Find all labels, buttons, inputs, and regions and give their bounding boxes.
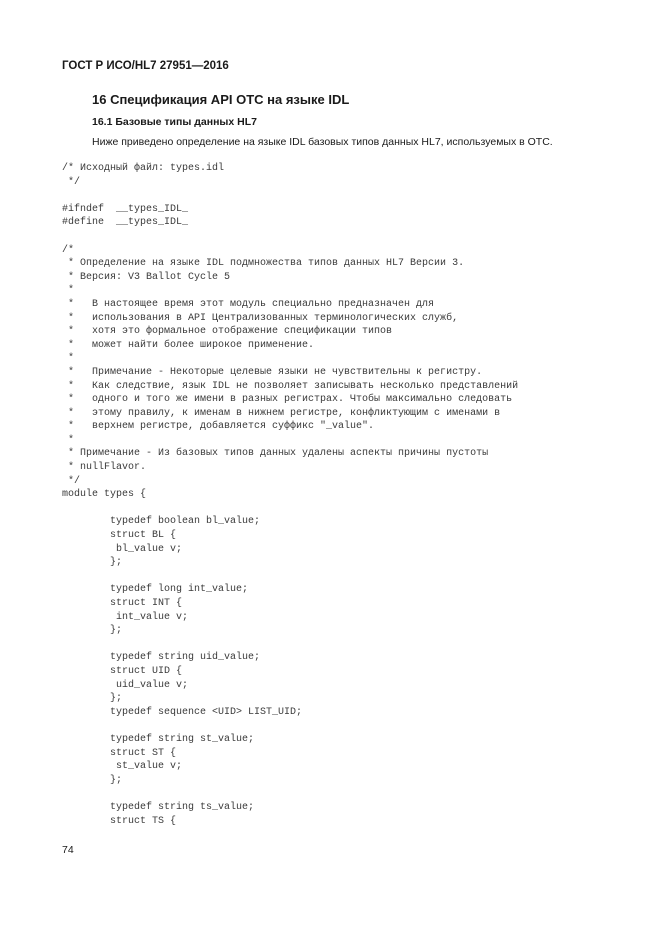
code-line: struct BL { (62, 530, 177, 542)
code-listing (62, 162, 518, 828)
code-line: #ifndef __types_IDL_ (62, 203, 189, 215)
code-line: * В настоящее время этот модуль специально предназначен для (62, 298, 435, 310)
code-line: * Как следствие, язык IDL не позволяет записывать несколько представлений (62, 380, 519, 392)
code-line: module types { (62, 489, 147, 501)
code-line: }; (62, 557, 123, 569)
code-line: struct UID { (62, 665, 183, 677)
code-line: bl_value v; (62, 543, 183, 555)
code-line: * одного и того же имени в разных регистрах. Чтобы максимально следовать (62, 394, 513, 406)
code-line: */ (62, 475, 81, 487)
code-line: * Версия: V3 Ballot Cycle 5 (62, 271, 231, 283)
code-line: struct ST { (62, 747, 177, 759)
code-line (62, 570, 518, 584)
code-line (62, 230, 518, 244)
code-line: /* Исходный файл: types.idl (62, 163, 225, 174)
code-line: uid_value v; (62, 679, 189, 691)
subsection-title: 16.1 Базовые типы данных HL7 (92, 116, 257, 128)
code-line: * (62, 353, 75, 365)
code-line: }; (62, 774, 123, 786)
page-number: 74 (62, 844, 74, 856)
code-line: /* (62, 244, 75, 256)
code-line: * Определение на языке IDL подмножества типов данных HL7 Версии 3. (62, 258, 465, 270)
intro-paragraph: Ниже приведено определение на языке IDL базовых типов данных HL7, используемых в OTC. (92, 136, 553, 148)
code-line: * (62, 285, 75, 297)
code-line (62, 787, 518, 801)
code-line (62, 638, 518, 652)
code-line: }; (62, 693, 123, 705)
code-line: typedef string st_value; (62, 733, 255, 745)
code-line: typedef sequence <UID> LIST_UID; (62, 706, 303, 718)
code-line: }; (62, 625, 123, 637)
code-line: * использования в API Централизованных терминологических служб, (62, 312, 459, 324)
code-line: * (62, 434, 75, 446)
code-line: * верхнем регистре, добавляется суффикс "_value". (62, 421, 375, 433)
code-line: struct INT { (62, 598, 183, 609)
code-line (62, 502, 518, 516)
code-line: int_value v; (62, 611, 189, 623)
code-line: * может найти более широкое применение. (62, 339, 315, 351)
code-line: * этому правилу, к именам в нижнем регистре, конфликтующим с именами в (62, 407, 501, 419)
code-line: * хотя это формальное отображение спецификации типов (62, 326, 393, 338)
code-line (62, 189, 518, 203)
code-line: typedef boolean bl_value; (62, 516, 261, 528)
code-line: #define __types_IDL_ (62, 217, 189, 229)
code-line: * Примечание - Из базовых типов данных удалены аспекты причины пустоты (62, 448, 489, 460)
code-line: st_value v; (62, 761, 183, 773)
code-line: * Примечание - Некоторые целевые языки не чувствительны к регистру. (62, 366, 483, 378)
code-line: typedef long int_value; (62, 584, 249, 596)
code-line: typedef string ts_value; (62, 801, 255, 813)
standard-identifier: ГОСТ Р ИСО/HL7 27951—2016 (62, 60, 229, 72)
section-title: 16 Спецификация API OTC на языке IDL (92, 92, 350, 107)
code-line: */ (62, 176, 81, 188)
code-line: struct TS { (62, 815, 177, 827)
code-line: typedef string uid_value; (62, 652, 261, 664)
code-line (62, 719, 518, 733)
code-line: * nullFlavor. (62, 462, 147, 474)
